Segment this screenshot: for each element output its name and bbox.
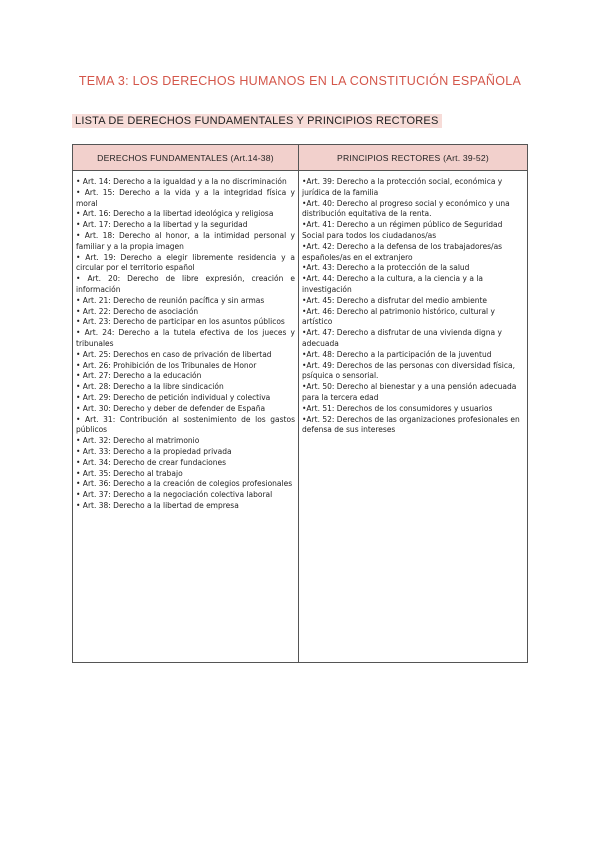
fundamental-right-item: • Art. 36: Derecho a la creación de colegios profesionales: [76, 479, 293, 489]
guiding-principles-list: [299, 171, 528, 663]
guiding-principle-item: •Art. 47: Derecho a disfrutar de una vivienda digna y adecuada: [302, 328, 502, 348]
fundamental-right-item: • Art. 18: Derecho al honor, a la intimidad personal y familiar y a la propia imagen: [76, 230, 295, 251]
fundamental-right-item: • Art. 16: Derecho a la libertad ideológica y religiosa: [76, 209, 274, 219]
page-title: TEMA 3: LOS DERECHOS HUMANOS EN LA CONSTITUCIÓN ESPAÑOLA: [78, 74, 522, 88]
guiding-principle-item: •Art. 50: Derecho al bienestar y a una pensión adecuada para la tercera edad: [302, 382, 517, 402]
guiding-principle-item: •Art. 41: Derecho a un régimen público de Seguridad Social para todos los ciudadanos/as: [302, 220, 503, 240]
fundamental-right-item: • Art. 26: Prohibición de los Tribunales de Honor: [76, 360, 257, 370]
guiding-principle-item: •Art. 46: Derecho al patrimonio histórico, cultural y artístico: [302, 306, 495, 327]
fundamental-right-item: • Art. 37: Derecho a la negociación colectiva laboral: [76, 490, 273, 500]
guiding-principle-item: •Art. 39: Derecho a la protección social, económica y jurídica de la familia: [302, 177, 503, 197]
fundamental-right-item: • Art. 19: Derecho a elegir libremente residencia y a circular por el territorio español: [76, 252, 295, 273]
fundamental-right-item: • Art. 32: Derecho al matrimonio: [76, 436, 200, 446]
fundamental-right-item: • Art. 15: Derecho a la vida y a la integridad física y moral: [76, 187, 295, 208]
guiding-principle-item: •Art. 49: Derechos de las personas con diversidad física, psíquica o sensorial.: [302, 360, 515, 381]
fundamental-right-item: • Art. 38: Derecho a la libertad de empresa: [76, 500, 239, 510]
rights-table: [72, 144, 528, 663]
fundamental-rights-list: [73, 171, 299, 663]
guiding-principle-item: •Art. 40: Derecho al progreso social y económico y una distribución equitativa de la renta.: [302, 198, 510, 219]
fundamental-right-item: • Art. 25: Derechos en caso de privación de libertad: [76, 349, 272, 359]
fundamental-right-item: • Art. 28: Derecho a la libre sindicación: [76, 382, 224, 392]
header-fundamental-rights: DERECHOS FUNDAMENTALES (Art.14-38): [73, 145, 299, 171]
guiding-principle-item: •Art. 43: Derecho a la protección de la salud: [302, 263, 470, 273]
fundamental-right-item: • Art. 34: Derecho de crear fundaciones: [76, 457, 227, 467]
table-header-row: [73, 145, 528, 171]
fundamental-right-item: • Art. 27: Derecho a la educación: [76, 371, 202, 381]
fundamental-right-item: • Art. 31: Contribución al sostenimiento de los gastos públicos: [76, 414, 295, 435]
guiding-principle-item: •Art. 52: Derechos de las organizaciones profesionales en defensa de sus intereses: [302, 414, 520, 435]
fundamental-right-item: • Art. 22: Derecho de asociación: [76, 306, 199, 316]
guiding-principle-item: •Art. 42: Derecho a la defensa de los trabajadores/as españoles/as en el extranjero: [302, 241, 503, 262]
table-body-row: [73, 171, 528, 663]
fundamental-right-item: • Art. 23: Derecho de participar en los asuntos públicos: [76, 317, 285, 327]
fundamental-right-item: • Art. 29: Derecho de petición individual y colectiva: [76, 392, 271, 402]
fundamental-right-item: • Art. 30: Derecho y deber de defender de España: [76, 403, 266, 413]
guiding-principle-item: •Art. 45: Derecho a disfrutar del medio ambiente: [302, 295, 488, 305]
fundamental-right-item: • Art. 35: Derecho al trabajo: [76, 468, 183, 478]
section-subtitle: LISTA DE DERECHOS FUNDAMENTALES Y PRINCIPIOS RECTORES: [72, 114, 442, 128]
guiding-principle-item: •Art. 44: Derecho a la cultura, a la ciencia y a la investigación: [302, 274, 484, 294]
fundamental-right-item: • Art. 33: Derecho a la propiedad privada: [76, 446, 232, 456]
header-guiding-principles: PRINCIPIOS RECTORES (Art. 39-52): [299, 145, 528, 171]
fundamental-right-item: • Art. 21: Derecho de reunión pacífica y sin armas: [76, 295, 265, 305]
fundamental-right-item: • Art. 17: Derecho a la libertad y la seguridad: [76, 220, 248, 230]
fundamental-right-item: • Art. 20: Derecho de libre expresión, creación e información: [76, 274, 295, 294]
guiding-principle-item: •Art. 48: Derecho a la participación de la juventud: [302, 349, 492, 359]
fundamental-right-item: • Art. 24: Derecho a la tutela efectiva de los jueces y tribunales: [76, 328, 295, 348]
guiding-principle-item: •Art. 51: Derechos de los consumidores y usuarios: [302, 403, 493, 413]
fundamental-right-item: • Art. 14: Derecho a la igualdad y a la no discriminación: [76, 177, 287, 186]
